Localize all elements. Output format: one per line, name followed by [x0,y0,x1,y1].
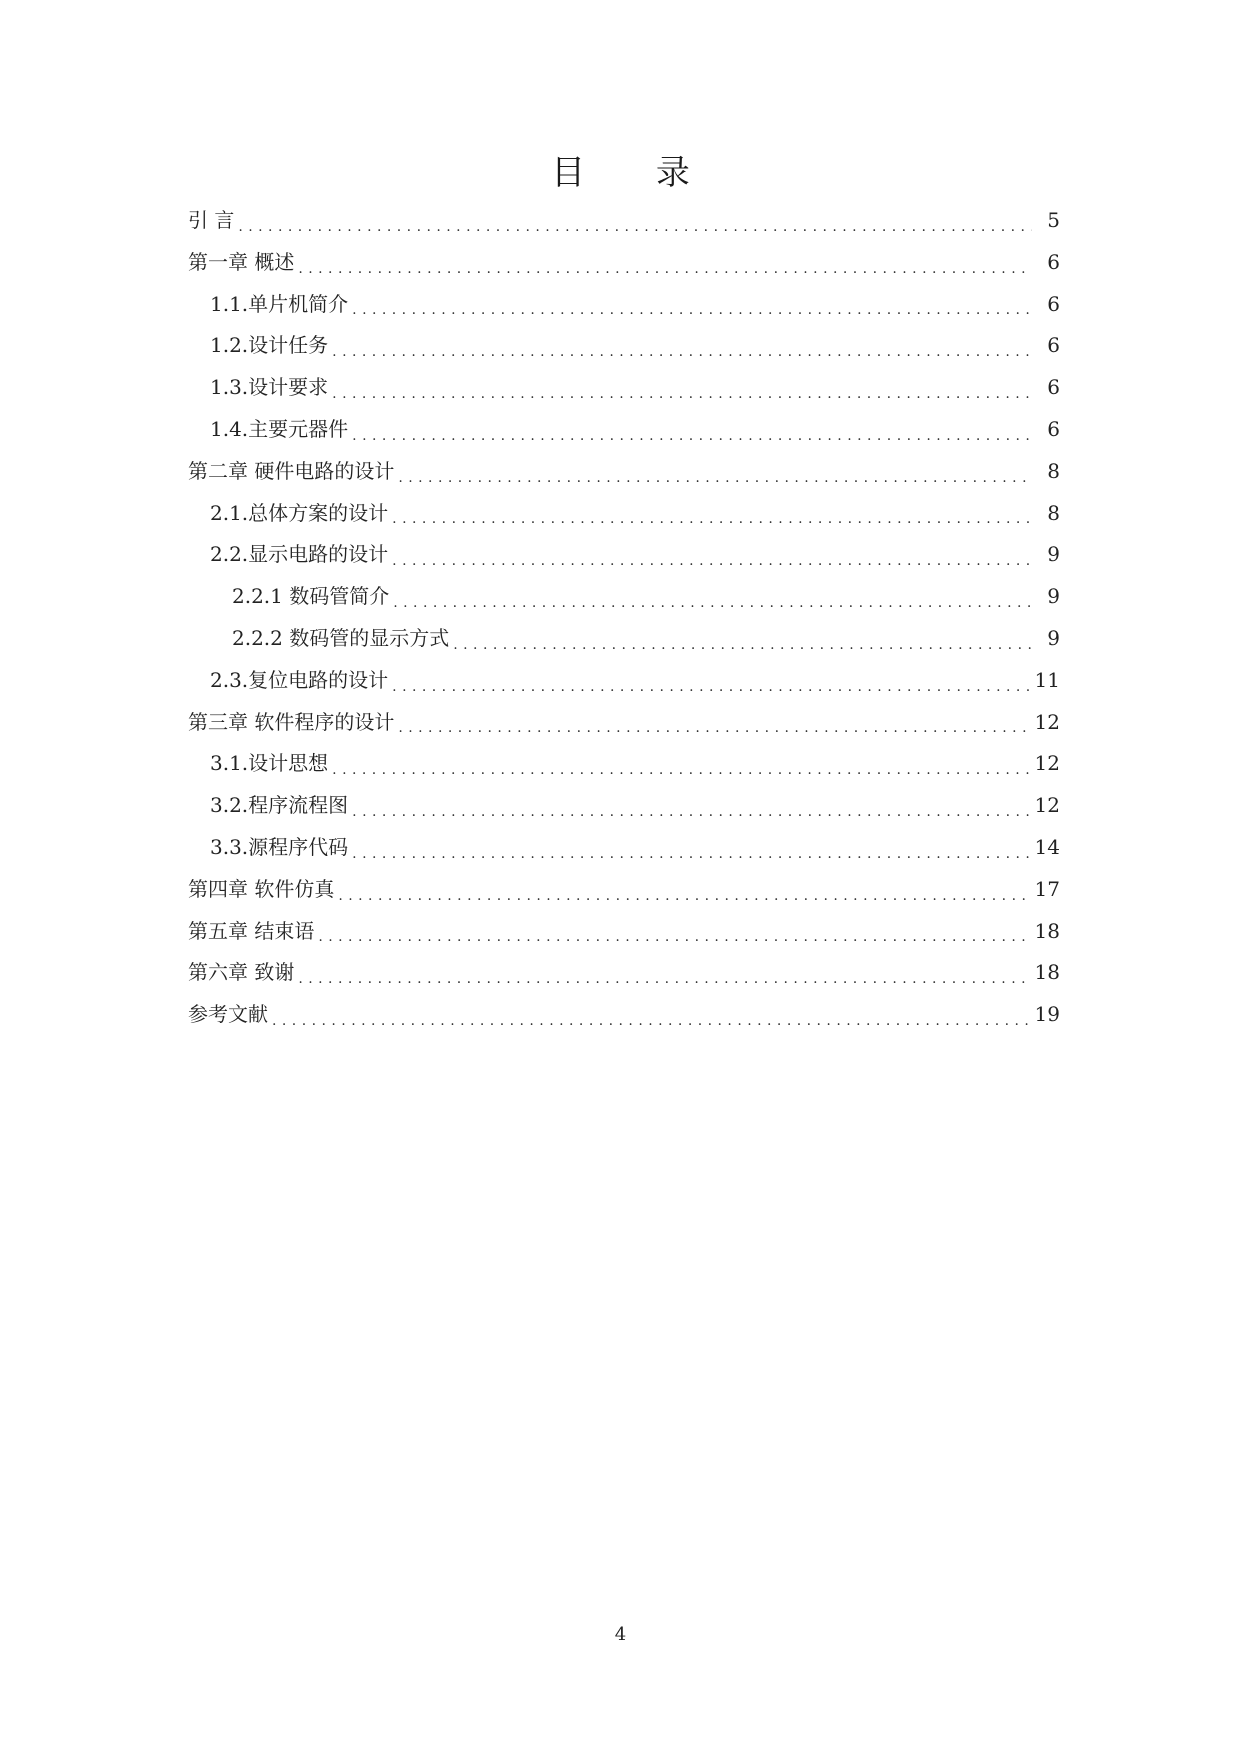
toc-dot-leader [392,493,1032,535]
toc-entry[interactable] [188,284,1060,326]
toc-dot-leader [398,451,1032,493]
toc-entry[interactable] [188,952,1060,994]
toc-entry[interactable] [188,242,1060,284]
toc-entry[interactable] [188,702,1060,744]
toc-entry[interactable] [188,493,1060,535]
toc-entry-label: 1.3.设计要求 [210,375,329,400]
toc-entry-page: 8 [1047,500,1060,525]
toc-entry-page: 17 [1034,876,1060,901]
toc-dot-leader [332,743,1030,785]
toc-entry-page: 6 [1047,375,1060,400]
toc-entry[interactable] [188,660,1060,702]
toc-dot-leader [352,827,1030,869]
toc-dot-leader [318,911,1030,953]
toc-entry-label: 参考文献 [188,1002,268,1027]
toc-entry[interactable] [188,743,1060,785]
toc-entry-label: 2.2.2 数码管的显示方式 [232,625,450,650]
toc-entry-label: 3.2.程序流程图 [210,793,349,818]
toc-entry-page: 9 [1047,625,1060,650]
toc-entry-label: 1.4.主要元器件 [210,416,349,441]
table-of-contents [188,200,1060,1036]
toc-entry-label: 第四章 软件仿真 [188,876,335,901]
toc-entry[interactable] [188,409,1060,451]
toc-entry-page: 5 [1047,208,1060,232]
toc-entry-label: 第二章 硬件电路的设计 [188,458,395,483]
toc-dot-leader [298,952,1030,994]
toc-dot-leader [338,869,1030,911]
toc-entry-page: 6 [1047,333,1060,358]
toc-dot-leader [332,325,1032,367]
toc-entry[interactable] [188,576,1060,618]
toc-title: 目 录 [551,153,720,193]
toc-dot-leader [393,576,1032,618]
toc-entry[interactable] [188,451,1060,493]
toc-entry-page: 9 [1047,584,1060,609]
toc-entry-page: 8 [1047,458,1060,483]
toc-dot-leader [392,660,1030,702]
toc-entry-label: 2.2.显示电路的设计 [210,542,389,567]
toc-entry-label: 1.1.单片机简介 [210,291,349,316]
toc-entry-label: 3.3.源程序代码 [210,834,349,859]
toc-entry-page: 12 [1034,709,1060,734]
toc-entry-label: 2.2.1 数码管简介 [232,584,390,609]
toc-entry-page: 18 [1034,960,1060,985]
toc-entry-page: 12 [1034,751,1060,776]
toc-dot-leader [272,994,1031,1036]
toc-entry-page: 12 [1034,793,1060,818]
toc-entry-label: 2.1.总体方案的设计 [210,500,389,525]
toc-entry-label: 引 言 [188,208,235,232]
toc-entry-page: 6 [1047,249,1060,274]
toc-entry-page: 9 [1047,542,1060,567]
toc-entry-page: 6 [1047,291,1060,316]
toc-entry-label: 3.1.设计思想 [210,751,329,776]
toc-entry-page: 18 [1034,918,1060,943]
toc-entry[interactable] [188,785,1060,827]
toc-dot-leader [398,702,1030,744]
toc-entry[interactable] [188,869,1060,911]
toc-entry[interactable] [188,534,1060,576]
toc-dot-leader [332,367,1032,409]
toc-entry-label: 2.3.复位电路的设计 [210,667,389,692]
toc-entry-label: 第三章 软件程序的设计 [188,709,395,734]
toc-entry[interactable] [188,367,1060,409]
page-number: 4 [614,1624,627,1645]
toc-dot-leader [392,534,1032,576]
toc-entry[interactable] [188,827,1060,869]
toc-entry[interactable] [188,325,1060,367]
toc-dot-leader [453,618,1032,660]
toc-entry-page: 19 [1034,1002,1060,1027]
toc-entry-page: 6 [1047,416,1060,441]
toc-entry[interactable] [188,994,1060,1036]
toc-dot-leader [298,242,1032,284]
toc-dot-leader [352,785,1030,827]
toc-entry[interactable] [188,200,1060,242]
toc-dot-leader [352,284,1032,326]
toc-dot-leader [238,200,1032,242]
toc-dot-leader [352,409,1032,451]
toc-entry-page: 14 [1034,834,1060,859]
toc-entry[interactable] [188,911,1060,953]
toc-entry[interactable] [188,618,1060,660]
toc-entry-label: 1.2.设计任务 [210,333,329,358]
toc-entry-label: 第六章 致谢 [188,960,295,985]
toc-entry-label: 第五章 结束语 [188,918,315,943]
toc-entry-label: 第一章 概述 [188,249,295,274]
toc-entry-page: 11 [1034,667,1060,692]
